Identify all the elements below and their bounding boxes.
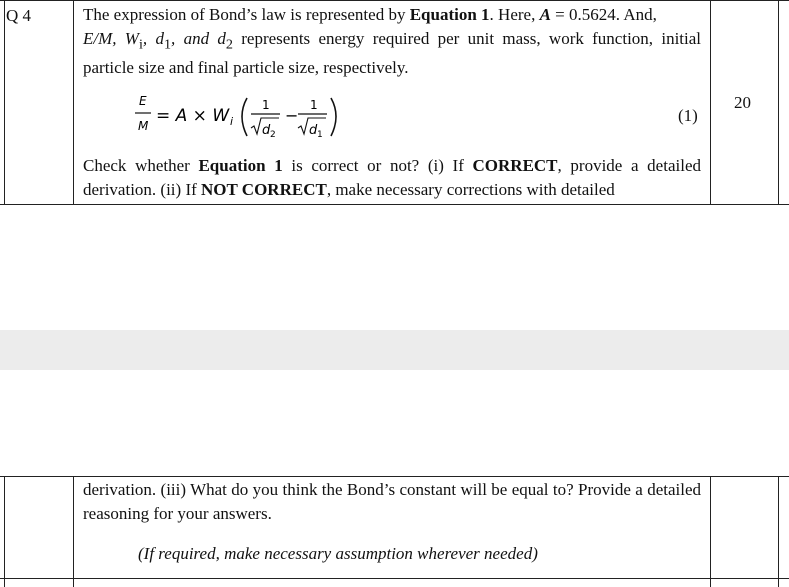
col-divider-2 bbox=[710, 0, 711, 205]
equation-number: (1) bbox=[678, 106, 698, 125]
eq-frac1-sub: 2 bbox=[270, 130, 276, 140]
table-right-border bbox=[778, 0, 779, 205]
page-break-gap bbox=[0, 330, 789, 370]
eq-minus: − bbox=[285, 106, 299, 125]
eq-lhs-numerator: E bbox=[139, 94, 147, 108]
table-bottom-border bbox=[0, 204, 789, 205]
eq-lhs-denominator: M bbox=[138, 119, 149, 133]
assumption-note: (If required, make necessary assumption wherever needed) bbox=[138, 544, 538, 563]
bonds-law-equation bbox=[130, 92, 370, 144]
col-divider-1 bbox=[73, 0, 74, 205]
continued-top-border bbox=[0, 476, 789, 477]
eq-right-paren bbox=[331, 98, 336, 136]
question-check-text: Check whether Equation 1 is correct or not? (i) If CORRECT, provide a detailed derivation. (ii) If NOT CORRECT, make necessary corrections with detailed bbox=[83, 156, 701, 199]
question-marks: 20 bbox=[734, 93, 751, 112]
equation-reference: Equation 1 bbox=[409, 5, 490, 24]
continued-col-divider-2 bbox=[710, 476, 711, 587]
continued-left-border bbox=[4, 476, 5, 587]
eq-frac2-d: d bbox=[309, 123, 318, 138]
question-table-top bbox=[0, 0, 789, 205]
continued-right-border bbox=[778, 476, 779, 587]
question-intro: The expression of Bond’s law is represented by Equation 1. Here, A = 0.5624. And, E/M, $W_i$, $d_1$, and $d_2$ represents energy required per unit mass, work function, initial particle size and final particle size, respectively. bbox=[83, 5, 702, 78]
table-left-border bbox=[4, 0, 5, 205]
question-continuation: derivation. (iii) What do you think the Bond’s constant will be equal to? Provide a detailed reasoning for your answers. bbox=[83, 480, 701, 523]
table-top-border bbox=[0, 0, 789, 1]
eq-frac1-d: d bbox=[262, 123, 271, 138]
eq-frac2-sub: 1 bbox=[317, 130, 323, 140]
question-number: Q 4 bbox=[6, 6, 32, 25]
eq-frac2-numerator: 1 bbox=[310, 98, 318, 112]
question-table-continued bbox=[0, 476, 789, 587]
continued-row-border bbox=[0, 578, 789, 579]
eq-left-paren bbox=[242, 98, 247, 136]
eq-frac1-numerator: 1 bbox=[262, 98, 270, 112]
eq-rhs-prefix: = A × W bbox=[156, 106, 230, 126]
eq-w-subscript: i bbox=[230, 115, 234, 128]
continued-col-divider-1 bbox=[73, 476, 74, 587]
